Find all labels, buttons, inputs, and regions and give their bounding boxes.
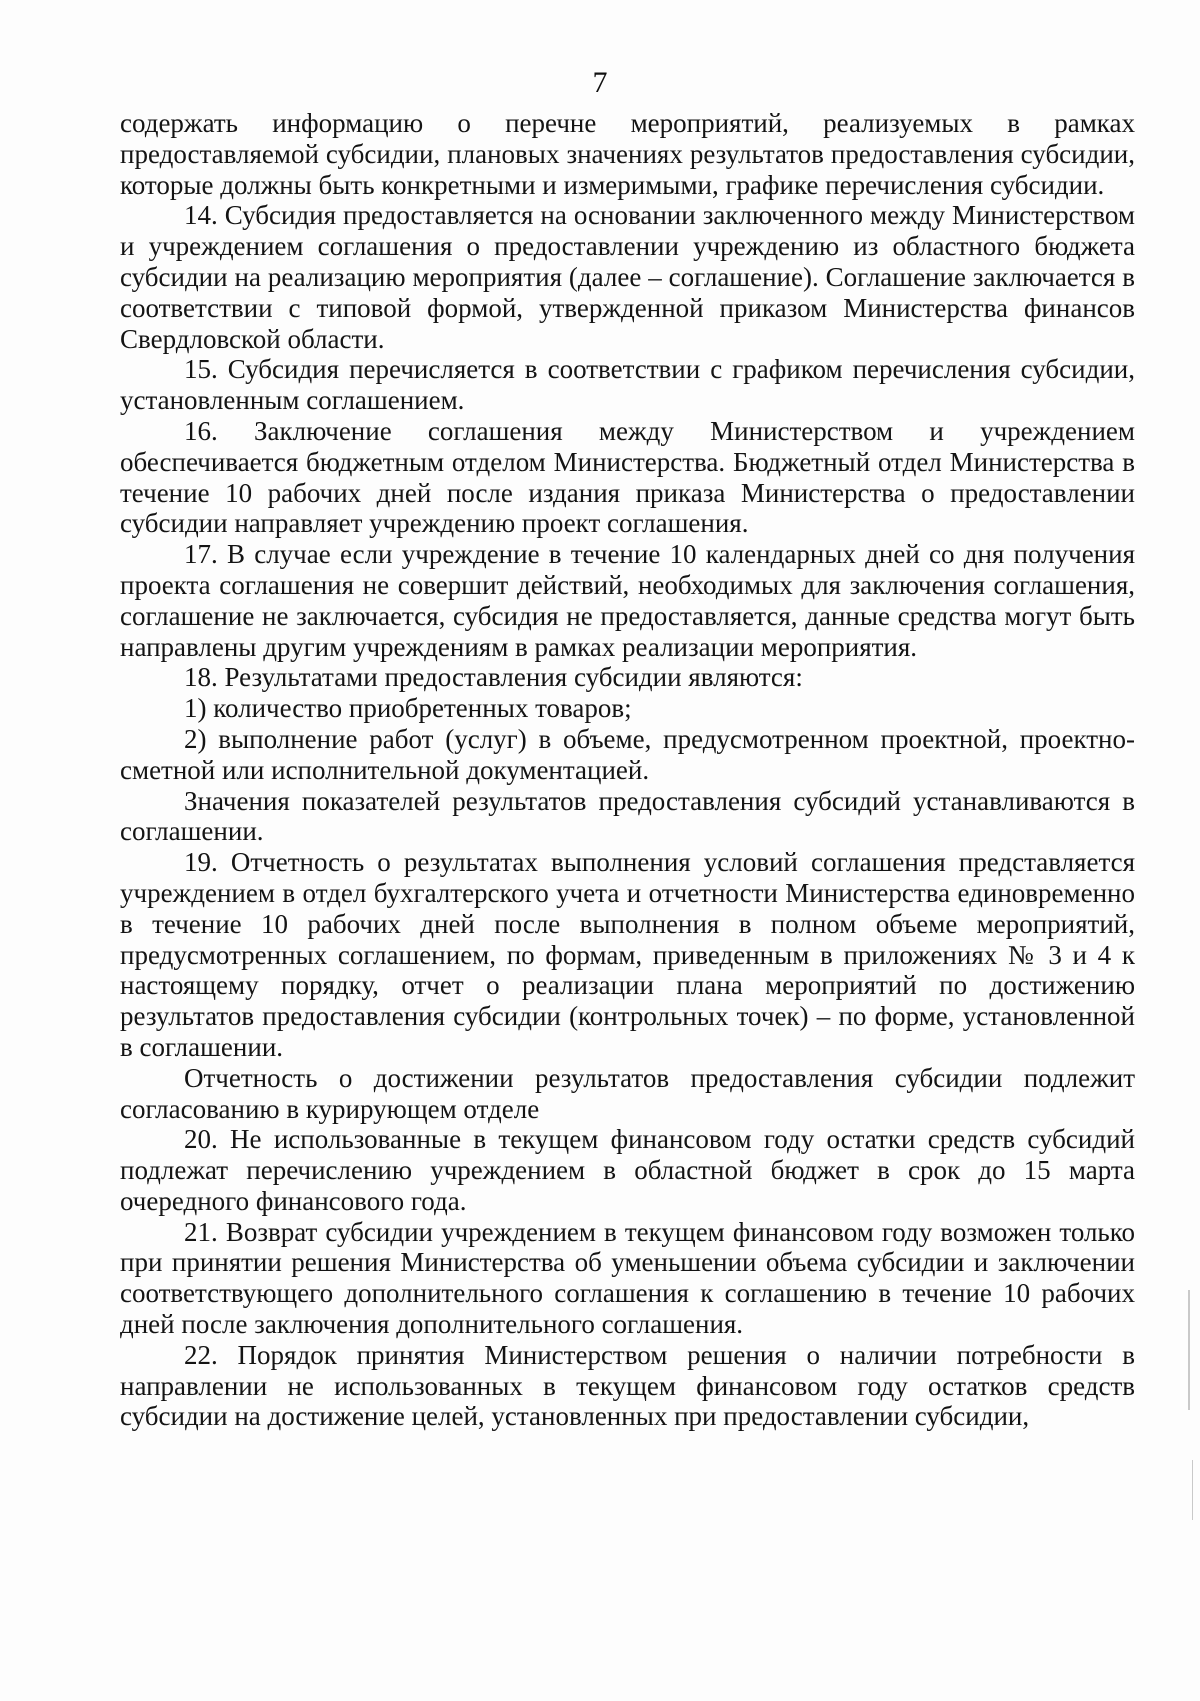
paragraph-indicator-values: Значения показателей результатов предоставления субсидий устанавливаются в соглашении. — [120, 785, 1135, 847]
paragraph-15: 15. Субсидия перечисляется в соответствии с графиком перечисления субсидии, установленным соглашением. — [120, 354, 1135, 416]
paragraph-16: 16. Заключение соглашения между Министерством и учреждением обеспечивается бюджетным отделом Министерства. Бюджетный отдел Министерства в течение 10 рабочих дней после издания приказа Министерства о предоставлении субсидии направляет учреждению проект соглашения. — [120, 415, 1135, 539]
scan-edge-mark — [1192, 1460, 1193, 1520]
paragraph-21: 21. Возврат субсидии учреждением в текущем финансовом году возможен только при принятии решения Министерства об уменьшении объема субсидии и заключении соответствующего дополнительного соглашения к соглашению в течение 10 рабочих дней после заключения дополнительного соглашения. — [120, 1216, 1135, 1340]
paragraph-20: 20. Не использованные в текущем финансовом году остатки средств субсидий подлежат перечислению учреждением в областной бюджет в срок до 15 марта очередного финансового года. — [120, 1124, 1135, 1216]
paragraph-continuation: содержать информацию о перечне мероприятий, реализуемых в рамках предоставляемой субсидии, плановых значениях результатов предоставления субсидии, которые должны быть конкретными и измеримыми, графике перечисления субсидии. — [120, 108, 1135, 200]
paragraph-22: 22. Порядок принятия Министерством решения о наличии потребности в направлении не использованных в текущем финансовом году остатков средств субсидии на достижение целей, установленных при предоставлении субсидии, — [120, 1339, 1135, 1432]
paragraph-14: 14. Субсидия предоставляется на основании заключенного между Министерством и учреждением соглашения о предоставлении учреждению из областного бюджета субсидии на реализацию мероприятия (далее – соглашение). Соглашение заключается в соответствии с типовой формой, утвержденной приказом Министерства финансов Свердловской области. — [120, 200, 1135, 354]
list-item-2: 2) выполнение работ (услуг) в объеме, предусмотренном проектной, проектно-сметной или исполнительной документацией. — [120, 723, 1135, 785]
scan-edge-mark — [1188, 1290, 1190, 1410]
paragraph-19: 19. Отчетность о результатах выполнения условий соглашения представляется учреждением в отдел бухгалтерского учета и отчетности Министерства единовременно в течение 10 рабочих дней после выполнения в полном объеме мероприятий, предусмотренных соглашением, по формам, приведенным в приложениях № 3 и 4 к настоящему порядку, отчет о реализации плана мероприятий по достижению результатов предоставления субсидии (контрольных точек) – по форме, установленной в соглашении. — [120, 847, 1135, 1062]
page-number: 7 — [592, 66, 608, 99]
paragraph-reporting-approval: Отчетность о достижении результатов предоставления субсидии подлежит согласованию в курирующем отделе — [120, 1062, 1135, 1124]
document-body — [120, 108, 1135, 1432]
paragraph-18: 18. Результатами предоставления субсидии являются: — [184, 662, 803, 693]
paragraph-17: 17. В случае если учреждение в течение 10 календарных дней со дня получения проекта соглашения не совершит действий, необходимых для заключения соглашения, соглашение не заключается, субсидия не предоставляется, данные средства могут быть направлены другим учреждениям в рамках реализации мероприятия. — [120, 539, 1135, 662]
list-item-1: 1) количество приобретенных товаров; — [184, 693, 632, 724]
